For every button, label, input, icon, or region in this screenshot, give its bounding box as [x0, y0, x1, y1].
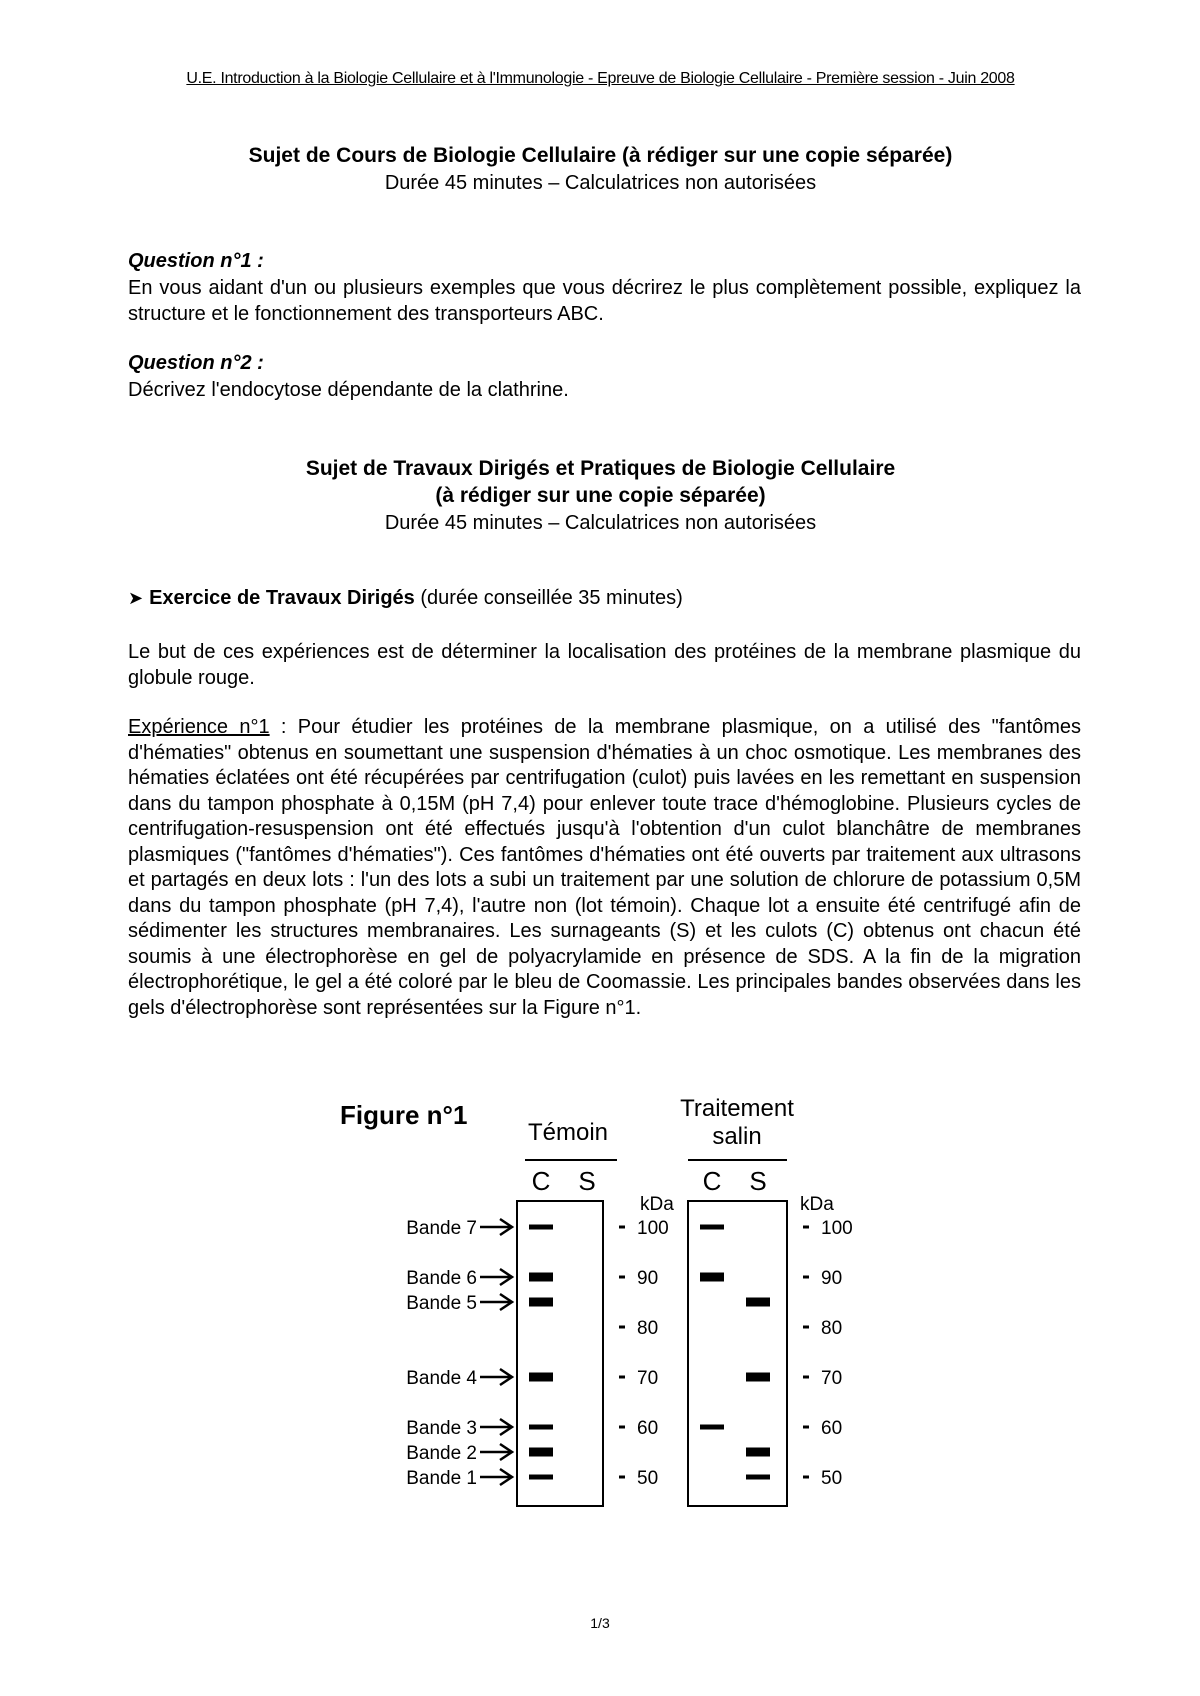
band-label: Bande 5	[406, 1293, 477, 1314]
cours-title: Sujet de Cours de Biologie Cellulaire (à rédiger sur une copie séparée)	[248, 144, 953, 167]
gel-band	[529, 1448, 553, 1457]
gel-band	[529, 1273, 553, 1282]
question-1-text: En vous aidant d'un ou plusieurs exemples que vous décrirez le plus complètement possible, expliquez la structure et le fonctionnement des transporteurs ABC.	[128, 277, 1081, 325]
marker-label: 80	[821, 1318, 843, 1339]
gel-band	[529, 1225, 553, 1230]
gel-band	[746, 1475, 770, 1480]
marker-tick	[619, 1376, 625, 1379]
gel-title-traitement-salin: Traitement	[680, 1095, 794, 1122]
lane-label-c: C	[531, 1166, 551, 1196]
gel-band	[529, 1298, 553, 1307]
gel-band	[529, 1373, 553, 1382]
kda-unit-label: kDa	[640, 1194, 674, 1215]
marker-label: 80	[637, 1318, 659, 1339]
marker-tick	[619, 1426, 625, 1429]
marker-tick	[619, 1226, 625, 1229]
marker-label: 60	[821, 1418, 843, 1439]
marker-tick	[619, 1276, 625, 1279]
gel-band	[700, 1225, 724, 1230]
experience-text: : Pour étudier les protéines de la membrane plasmique, on a utilisé des "fantômes d'hématies" obtenus en soumettant une suspension d'hématies à un choc osmotique. Les membranes des hématies éclatées ont été récupérées par centrifugation (culot) puis lavées en les remettant en suspension dans du tampon phosphate à 0,15M (pH 7,4) pour enlever toute trace d'hémoglobine. Plusieurs cycles de centrifugation-resuspension ont été effectués jusqu'à l'obtention d'un culot blanchâtre de membranes plasmiques ("fantômes d'hématies"). Ces fantômes d'hématies ont été ouverts par traitement aux ultrasons et partagés en deux lots : l'un des lots a subi un traitement par une solution de chlorure de potassium 0,5M dans du tampon phosphate (pH 7,4), l'autre non (lot témoin). Chaque lot a ensuite été centrifugé afin de sédimenter les structures membranaires. Les surnageants (S) et les culots (C) obtenus ont chacun été soumis à une électrophorèse en gel de polyacrylamide en présence de SDS. A la fin de la migration électrophorétique, le gel a été coloré par le bleu de Coomassie. Les principales bandes observées dans les gels d'électrophorèse sont représentées sur la Figure n°1.	[128, 716, 1081, 1019]
marker-tick	[803, 1476, 809, 1479]
lane-label-c: C	[702, 1166, 722, 1196]
gel-band	[700, 1273, 724, 1282]
marker-tick	[803, 1226, 809, 1229]
question-2-label: Question n°2 :	[128, 352, 264, 374]
page-number: 1/3	[590, 1615, 610, 1631]
band-label: Bande 6	[406, 1268, 477, 1289]
arrow-bullet-icon: ➤	[128, 588, 144, 608]
marker-tick	[803, 1426, 809, 1429]
marker-label: 70	[637, 1368, 659, 1389]
marker-label: 90	[637, 1268, 659, 1289]
marker-label: 90	[821, 1268, 843, 1289]
marker-tick	[803, 1276, 809, 1279]
gel-band	[746, 1448, 770, 1457]
exercise-title: Exercice de Travaux Dirigés	[149, 587, 415, 609]
gel-frame	[517, 1201, 603, 1506]
gel-band	[529, 1475, 553, 1480]
gel-band	[746, 1298, 770, 1307]
marker-label: 100	[821, 1218, 853, 1239]
gel-band	[700, 1425, 724, 1430]
marker-label: 70	[821, 1368, 843, 1389]
marker-tick	[803, 1326, 809, 1329]
lane-label-s: S	[749, 1166, 767, 1196]
gel-title-t-moin: Témoin	[527, 1119, 609, 1146]
experience-label: Expérience n°1	[128, 716, 270, 738]
marker-tick	[803, 1376, 809, 1379]
kda-unit-label: kDa	[800, 1194, 834, 1215]
gel-frame	[688, 1201, 787, 1506]
band-label: Bande 1	[406, 1468, 477, 1489]
band-label: Bande 4	[406, 1368, 477, 1389]
figure-title: Figure n°1	[340, 1100, 468, 1130]
marker-label: 50	[637, 1468, 659, 1489]
marker-tick	[619, 1476, 625, 1479]
marker-label: 60	[637, 1418, 659, 1439]
gel-band	[529, 1425, 553, 1430]
marker-label: 100	[637, 1218, 669, 1239]
gel-title-traitement-salin: salin	[712, 1123, 762, 1150]
question-2-text: Décrivez l'endocytose dépendante de la clathrine.	[128, 379, 569, 401]
td-title-line1: Sujet de Travaux Dirigés et Pratiques de Biologie Cellulaire	[305, 457, 896, 480]
band-label: Bande 2	[406, 1443, 477, 1464]
td-title-line2: (à rédiger sur une copie séparée)	[435, 484, 766, 507]
marker-label: 50	[821, 1468, 843, 1489]
exercise-duration: (durée conseillée 35 minutes)	[420, 587, 683, 609]
band-label: Bande 3	[406, 1418, 477, 1439]
band-label: Bande 7	[406, 1218, 477, 1239]
lane-label-s: S	[578, 1166, 596, 1196]
page-header: U.E. Introduction à la Biologie Cellulaire et à l'Immunologie - Epreuve de Biologie Cellulaire - Première session - Juin 2008	[186, 70, 1015, 87]
intro-paragraph: Le but de ces expériences est de déterminer la localisation des protéines de la membrane plasmique du globule rouge.	[128, 641, 1081, 689]
cours-subtitle: Durée 45 minutes – Calculatrices non autorisées	[384, 172, 817, 194]
marker-tick	[619, 1326, 625, 1329]
question-1-label: Question n°1 :	[128, 250, 264, 272]
td-subtitle: Durée 45 minutes – Calculatrices non autorisées	[384, 512, 817, 534]
gel-band	[746, 1373, 770, 1382]
